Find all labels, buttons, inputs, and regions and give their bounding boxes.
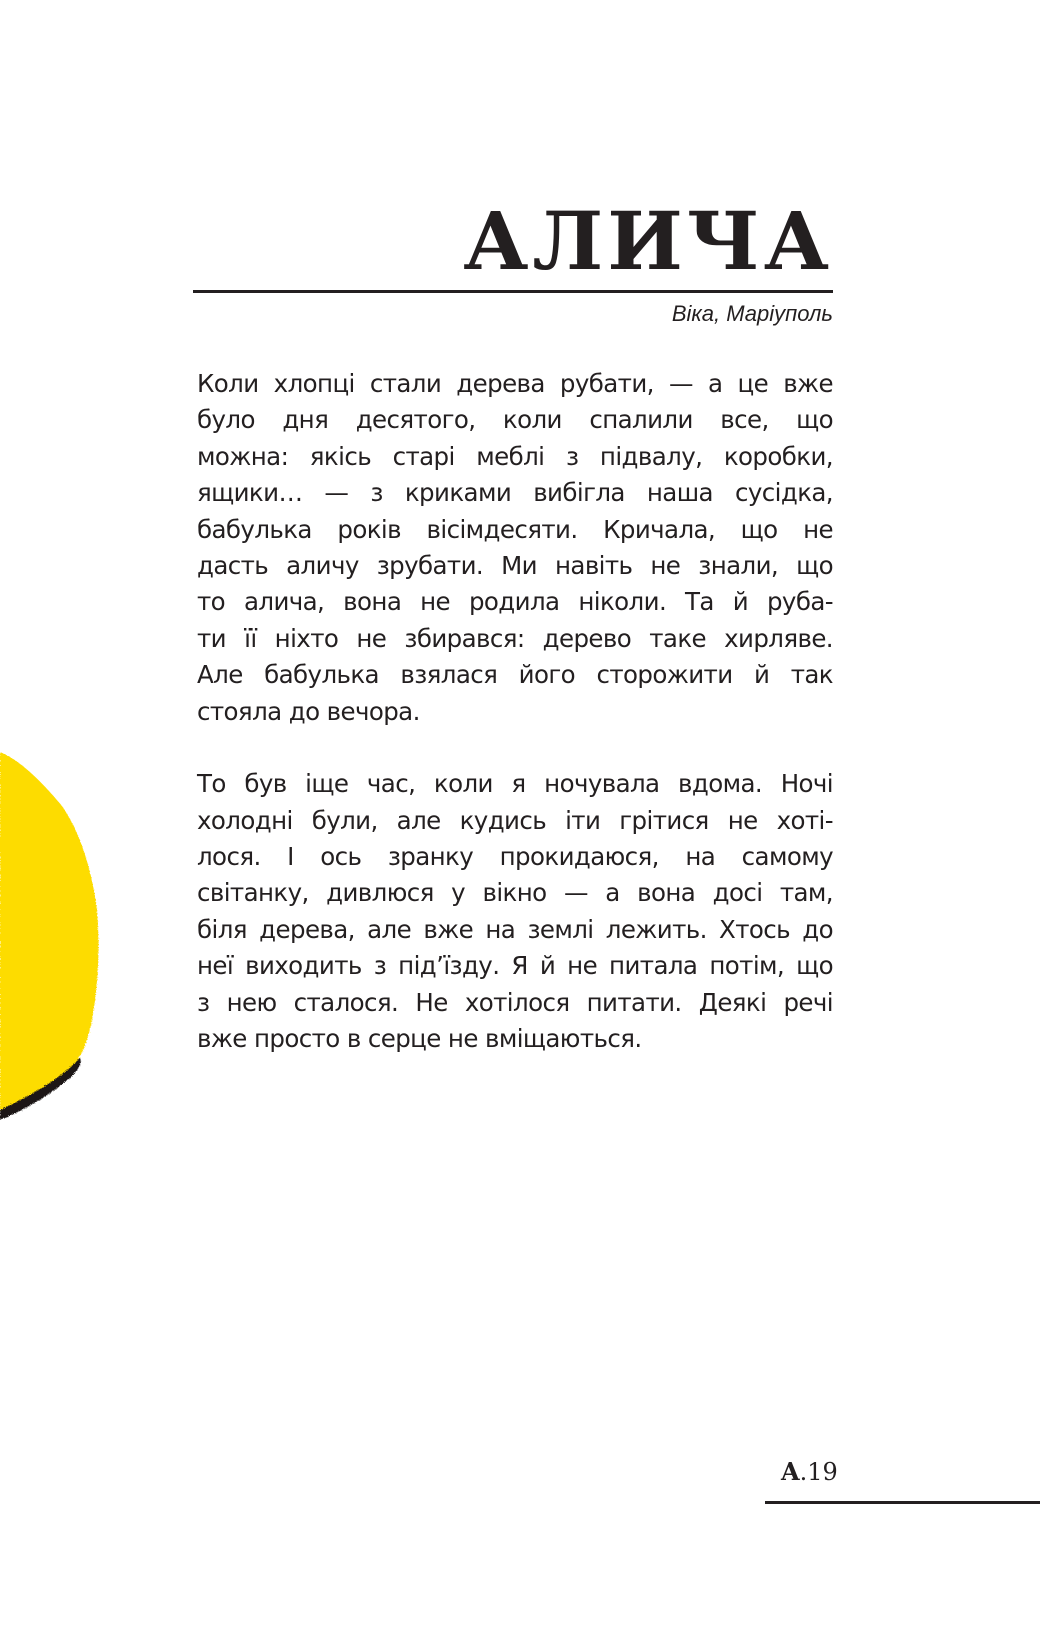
page-section-letter: A <box>781 1457 800 1486</box>
text-line: холодні були, але кудись іти грітися не хоті- <box>197 805 833 835</box>
page-number-separator: . <box>799 1458 808 1486</box>
page-number <box>781 1456 838 1488</box>
text-line: було дня десятого, коли спалили все, що <box>197 405 833 435</box>
footer-divider <box>765 1501 1040 1504</box>
paragraph <box>197 366 833 730</box>
text-line: ти її ніхто не збирався: дерево таке хирляве. <box>197 623 833 653</box>
text-line: То був іще час, коли я ночувала вдома. Ночі <box>197 769 833 799</box>
text-line: вже просто в серце не вміщаються. <box>197 1024 642 1054</box>
text-line: неї виходить з під’їзду. Я й не питала потім, що <box>197 951 833 981</box>
author-byline: Віка, Маріуполь <box>671 301 833 326</box>
text-line: можна: якісь старі меблі з підвалу, коробки, <box>197 441 833 471</box>
text-line: ящики… — з криками вибігла наша сусідка, <box>197 478 833 508</box>
page-number-value: 19 <box>807 1458 838 1486</box>
text-line: то алича, вона не родила ніколи. Та й руба- <box>197 587 833 617</box>
page-title: АЛИЧА <box>463 194 833 288</box>
text-line: з нею сталося. Не хотілося питати. Деякі речі <box>197 987 833 1017</box>
title-divider <box>193 290 833 293</box>
text-line: дасть аличу зрубати. Ми навіть не знали, що <box>197 550 833 580</box>
text-line: Але бабулька взялася його сторожити й так <box>197 660 833 690</box>
text-line: лося. І ось зранку прокидаюся, на самому <box>197 842 833 872</box>
yellow-paint-blob-icon <box>0 740 120 1140</box>
text-line: стояла до вечора. <box>197 696 420 726</box>
paragraph <box>197 766 833 1057</box>
text-line: біля дерева, але вже на землі лежить. Хтось до <box>197 914 833 944</box>
text-line: світанку, дивлюся у вікно — а вона досі там, <box>197 878 833 908</box>
story-body <box>197 366 833 1094</box>
text-line: Коли хлопці стали дерева рубати, — а це вже <box>197 369 833 398</box>
text-line: бабулька років вісімдесяти. Кричала, що не <box>197 514 833 544</box>
